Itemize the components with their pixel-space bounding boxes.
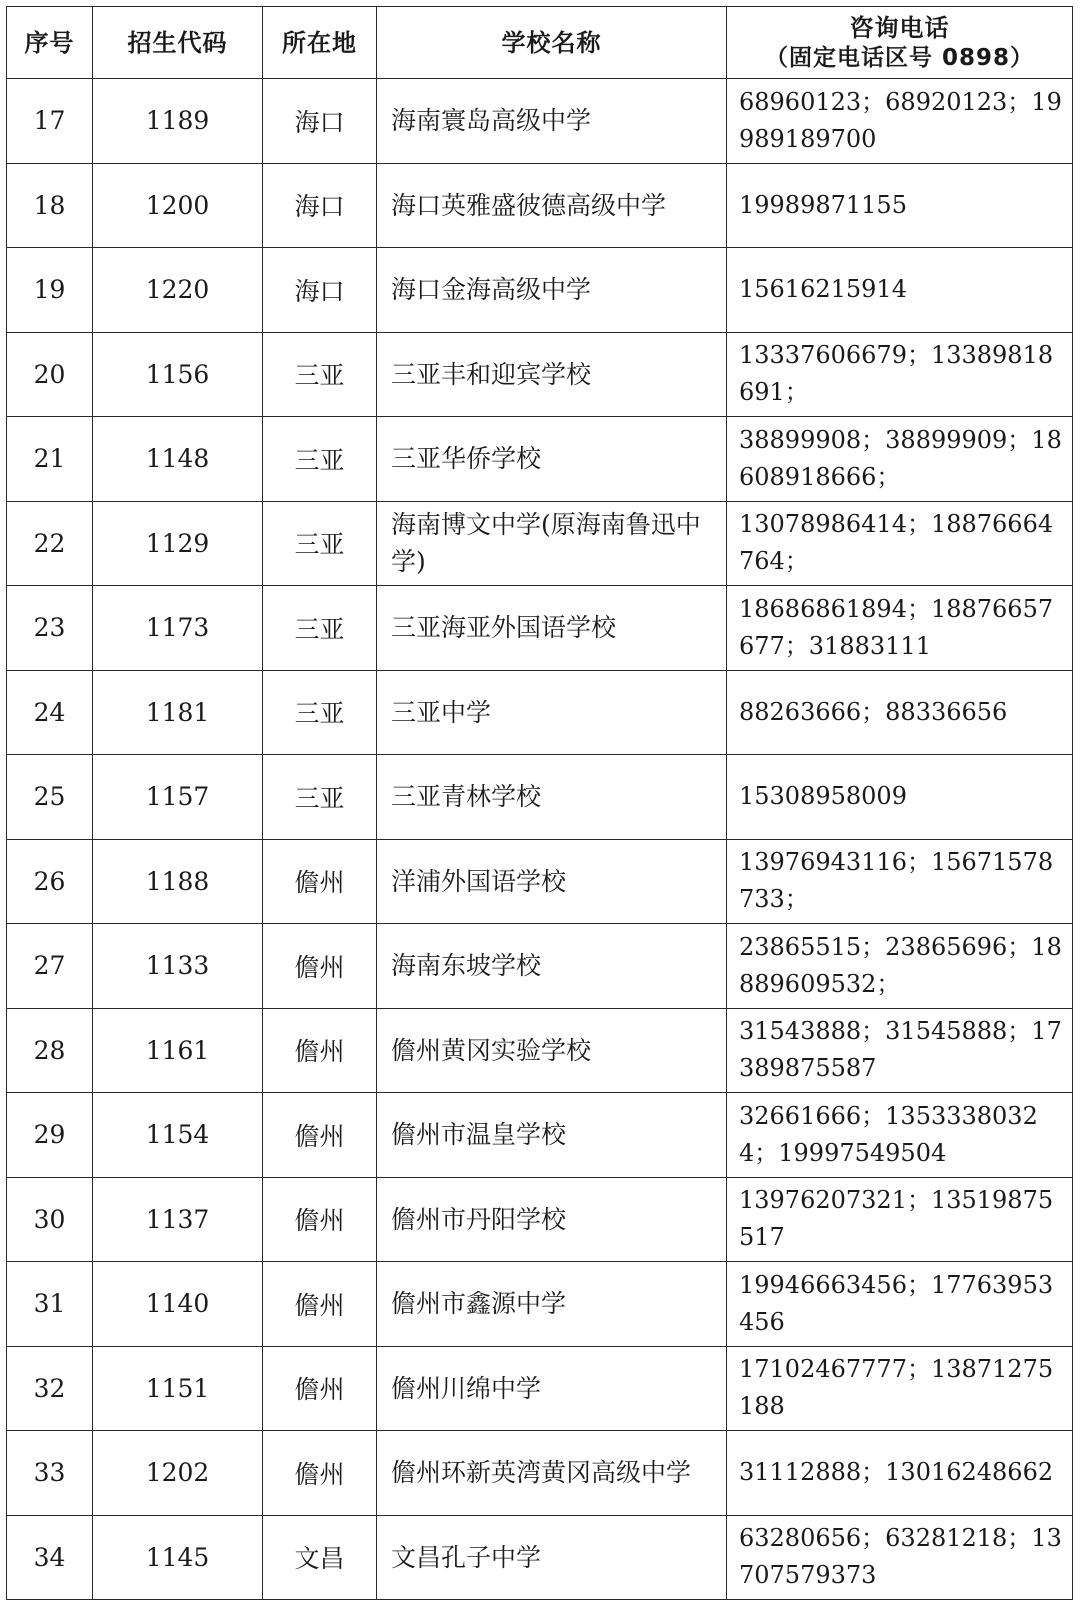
location-cell: 海口 (263, 79, 377, 164)
code-cell: 1154 (93, 1093, 263, 1178)
table-row (7, 417, 1073, 502)
code-cell: 1156 (93, 332, 263, 417)
location-cell: 三亚 (263, 586, 377, 671)
phone-cell: 31112888；13016248662 (727, 1431, 1073, 1516)
table-header (7, 7, 1073, 79)
seq-cell: 21 (7, 417, 93, 502)
code-cell: 1140 (93, 1262, 263, 1347)
code-cell: 1148 (93, 417, 263, 502)
seq-cell: 18 (7, 163, 93, 248)
school-name-cell: 三亚中学 (377, 670, 727, 755)
school-name-cell: 文昌孔子中学 (377, 1515, 727, 1600)
table-row (7, 670, 1073, 755)
seq-cell: 17 (7, 79, 93, 164)
code-cell: 1200 (93, 163, 263, 248)
seq-cell: 32 (7, 1346, 93, 1431)
school-name-cell: 三亚青林学校 (377, 755, 727, 840)
school-name-cell: 海口金海高级中学 (377, 248, 727, 333)
phone-cell: 13976943116；15671578733； (727, 839, 1073, 924)
seq-cell: 34 (7, 1515, 93, 1600)
phone-cell: 38899908；38899909；18608918666； (727, 417, 1073, 502)
code-cell: 1137 (93, 1177, 263, 1262)
school-name-cell: 洋浦外国语学校 (377, 839, 727, 924)
table-row (7, 839, 1073, 924)
phone-cell: 31543888；31545888；17389875587 (727, 1008, 1073, 1093)
header-seq: 序号 (7, 7, 93, 79)
location-cell: 儋州 (263, 1177, 377, 1262)
code-cell: 1189 (93, 79, 263, 164)
header-code: 招生代码 (93, 7, 263, 79)
location-cell: 三亚 (263, 332, 377, 417)
code-cell: 1202 (93, 1431, 263, 1516)
phone-cell: 32661666；13533380324；19997549504 (727, 1093, 1073, 1178)
header-phone-area-code: （固定电话区号 0898） (764, 44, 1035, 71)
school-name-cell: 儋州环新英湾黄冈高级中学 (377, 1431, 727, 1516)
code-cell: 1129 (93, 501, 263, 586)
seq-cell: 26 (7, 839, 93, 924)
seq-cell: 28 (7, 1008, 93, 1093)
seq-cell: 25 (7, 755, 93, 840)
location-cell: 儋州 (263, 924, 377, 1009)
code-cell: 1133 (93, 924, 263, 1009)
header-school: 学校名称 (377, 7, 727, 79)
school-name-cell: 三亚华侨学校 (377, 417, 727, 502)
code-cell: 1145 (93, 1515, 263, 1600)
table-row (7, 1177, 1073, 1262)
table-row (7, 248, 1073, 333)
table-row (7, 163, 1073, 248)
phone-cell: 18686861894；18876657677；31883111 (727, 586, 1073, 671)
header-location: 所在地 (263, 7, 377, 79)
phone-cell: 23865515；23865696；18889609532； (727, 924, 1073, 1009)
phone-cell: 68960123；68920123；19989189700 (727, 79, 1073, 164)
phone-cell: 13337606679；13389818691； (727, 332, 1073, 417)
table-row (7, 1515, 1073, 1600)
phone-cell: 13078986414；18876664764； (727, 501, 1073, 586)
code-cell: 1181 (93, 670, 263, 755)
code-cell: 1151 (93, 1346, 263, 1431)
seq-cell: 19 (7, 248, 93, 333)
location-cell: 海口 (263, 248, 377, 333)
phone-cell: 17102467777；13871275188 (727, 1346, 1073, 1431)
phone-cell: 19946663456；17763953456 (727, 1262, 1073, 1347)
code-cell: 1161 (93, 1008, 263, 1093)
phone-cell: 15308958009 (727, 755, 1073, 840)
table-row (7, 924, 1073, 1009)
phone-cell: 15616215914 (727, 248, 1073, 333)
code-cell: 1188 (93, 839, 263, 924)
school-name-cell: 海南寰岛高级中学 (377, 79, 727, 164)
location-cell: 三亚 (263, 670, 377, 755)
table-row (7, 586, 1073, 671)
location-cell: 儋州 (263, 1262, 377, 1347)
seq-cell: 27 (7, 924, 93, 1009)
school-name-cell: 儋州市丹阳学校 (377, 1177, 727, 1262)
location-cell: 儋州 (263, 1008, 377, 1093)
table-row (7, 1346, 1073, 1431)
seq-cell: 20 (7, 332, 93, 417)
seq-cell: 31 (7, 1262, 93, 1347)
seq-cell: 30 (7, 1177, 93, 1262)
code-cell: 1220 (93, 248, 263, 333)
seq-cell: 33 (7, 1431, 93, 1516)
location-cell: 三亚 (263, 501, 377, 586)
phone-cell: 63280656；63281218；13707579373 (727, 1515, 1073, 1600)
school-name-cell: 海南博文中学(原海南鲁迅中学) (377, 501, 727, 586)
table-row (7, 1008, 1073, 1093)
school-contact-table (6, 6, 1073, 1600)
location-cell: 海口 (263, 163, 377, 248)
table-row (7, 755, 1073, 840)
table-row (7, 79, 1073, 164)
table-row (7, 1093, 1073, 1178)
phone-cell: 88263666；88336656 (727, 670, 1073, 755)
school-name-cell: 儋州市鑫源中学 (377, 1262, 727, 1347)
seq-cell: 23 (7, 586, 93, 671)
school-name-cell: 海南东坡学校 (377, 924, 727, 1009)
table-row (7, 1262, 1073, 1347)
location-cell: 三亚 (263, 755, 377, 840)
table-row (7, 501, 1073, 586)
school-name-cell: 儋州川绵中学 (377, 1346, 727, 1431)
table-row (7, 1431, 1073, 1516)
seq-cell: 29 (7, 1093, 93, 1178)
location-cell: 三亚 (263, 417, 377, 502)
location-cell: 儋州 (263, 1093, 377, 1178)
header-phone-title: 咨询电话 (849, 13, 950, 42)
header-phone (727, 7, 1073, 79)
table-row (7, 332, 1073, 417)
seq-cell: 22 (7, 501, 93, 586)
school-name-cell: 海口英雅盛彼德高级中学 (377, 163, 727, 248)
table-body (7, 79, 1073, 1600)
seq-cell: 24 (7, 670, 93, 755)
code-cell: 1157 (93, 755, 263, 840)
school-name-cell: 三亚丰和迎宾学校 (377, 332, 727, 417)
location-cell: 儋州 (263, 839, 377, 924)
location-cell: 儋州 (263, 1431, 377, 1516)
header-row (7, 7, 1073, 79)
phone-cell: 19989871155 (727, 163, 1073, 248)
location-cell: 文昌 (263, 1515, 377, 1600)
school-name-cell: 儋州市温皇学校 (377, 1093, 727, 1178)
phone-cell: 13976207321；13519875517 (727, 1177, 1073, 1262)
school-name-cell: 三亚海亚外国语学校 (377, 586, 727, 671)
school-name-cell: 儋州黄冈实验学校 (377, 1008, 727, 1093)
code-cell: 1173 (93, 586, 263, 671)
location-cell: 儋州 (263, 1346, 377, 1431)
